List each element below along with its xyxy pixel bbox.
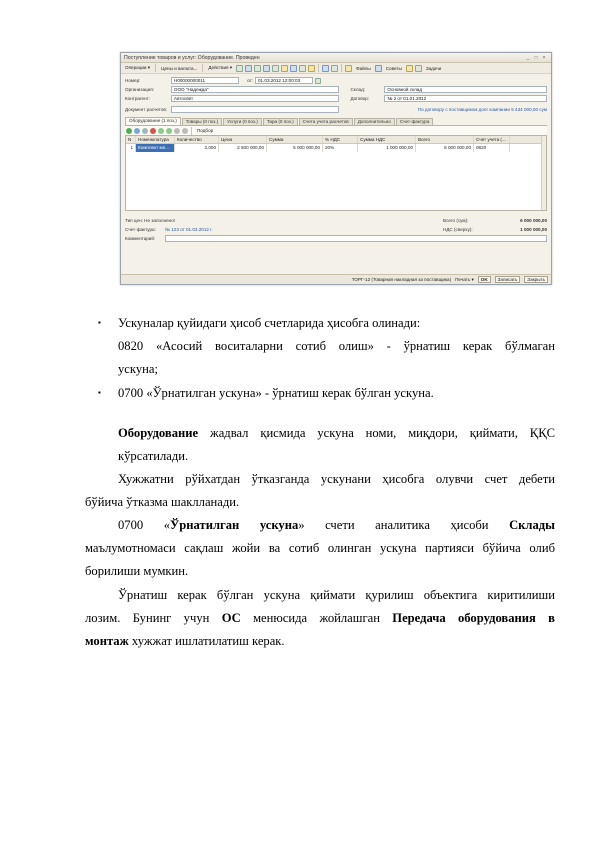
cell-n: 1	[126, 144, 136, 152]
email-icon[interactable]	[331, 65, 338, 72]
tab-equipment[interactable]: Оборудование (1 поз.)	[125, 117, 181, 125]
write-button[interactable]: Записать	[495, 276, 521, 283]
sort-asc-icon[interactable]	[174, 128, 180, 134]
text-span: менюсида жойлашган	[240, 611, 393, 625]
sort-desc-icon[interactable]	[182, 128, 188, 134]
structure-icon[interactable]	[263, 65, 270, 72]
calendar-icon[interactable]	[315, 78, 321, 84]
col-price[interactable]: Цена	[219, 136, 267, 143]
tab-containers[interactable]: Тара (0 поз.)	[263, 118, 298, 125]
contractor-row	[125, 94, 547, 103]
edit-row-icon[interactable]	[142, 128, 148, 134]
paragraph-analytics-line-2: маълумотномаси сақлаш жойи ва сотиб олинган ускуна партияси бўйича олиб	[85, 541, 555, 555]
invoice-link[interactable]: № 123 от 01.03.2012 г.	[165, 227, 213, 232]
paragraph-posting-line-2: бўйича ўтказма шаклланади.	[85, 495, 240, 509]
table-icon[interactable]	[299, 65, 306, 72]
organization-row	[125, 85, 547, 94]
cell-vat-sum[interactable]: 1 000 000,00	[358, 144, 416, 152]
col-account[interactable]: Счет учета (...	[474, 136, 510, 143]
total-value: 6 000 000,00	[520, 218, 547, 223]
tips-button[interactable]: Советы	[385, 65, 402, 71]
torg12-print-link[interactable]: ТОРГ-12 (Товарная накладная за поставщика)	[351, 277, 452, 282]
minimize-button[interactable]: _	[526, 54, 530, 61]
comment-field[interactable]	[165, 235, 547, 242]
toolbar-separator	[202, 64, 203, 72]
table-header	[126, 136, 546, 144]
cell-price[interactable]: 2 500 000,00	[219, 144, 267, 152]
total-label: Всего (сум):	[443, 218, 469, 223]
window-title: Поступление товаров и услуг: Оборудование. Проведен	[124, 54, 260, 61]
toolbar-separator	[191, 127, 192, 135]
debt-info-link[interactable]: По договору с поставщиком долг компании 5 434 000,00 сум	[417, 106, 547, 112]
price-type-label[interactable]: Тип цен: Не заполнено!	[125, 218, 176, 223]
contractor-field[interactable]: Автосвет	[171, 95, 339, 102]
bold-term: ОС	[221, 611, 241, 625]
tab-settlement-accounts[interactable]: Счета учета расчетов	[299, 118, 353, 125]
text-span: лозим. Бунинг учун	[85, 611, 222, 625]
bullet-2: 0700 «Ўрнатилган ускуна» - ўрнатиш керак бўлган ускуна.	[118, 386, 434, 400]
col-sum[interactable]: Сумма	[267, 136, 323, 143]
toolbar	[121, 63, 551, 74]
prices-currency-button[interactable]: Цены и валюта...	[161, 65, 198, 71]
settlement-doc-row	[125, 103, 547, 115]
post-icon[interactable]	[245, 65, 252, 72]
bullet-1-line-1: 0820 «Асосий воситаларни сотиб олиш» - ўрнатиш керак бўлмаган	[118, 339, 555, 353]
paragraph-installation-line-3	[85, 630, 555, 653]
tab-goods[interactable]: Товары (0 поз.)	[182, 118, 222, 125]
selection-button[interactable]: Подбор	[197, 128, 214, 133]
move-up-icon[interactable]	[158, 128, 164, 134]
warehouse-field[interactable]: Основной склад	[384, 86, 547, 93]
bullet-marker: ▪	[98, 318, 101, 327]
files-button[interactable]: Файлы	[356, 65, 371, 71]
paragraph-installation-line-1: Ўрнатиш керак бўлган ускуна қиймати қурилиш объектига киритилиши	[118, 588, 555, 602]
save-icon[interactable]	[236, 65, 243, 72]
paragraph-installation-line-2	[85, 607, 555, 630]
report-icon[interactable]	[290, 65, 297, 72]
number-row	[125, 76, 547, 85]
bold-term: Передача оборудования в	[392, 611, 555, 625]
vat-label: НДС (сверху):	[443, 227, 473, 232]
col-quantity[interactable]: Количество	[175, 136, 219, 143]
movements-icon[interactable]	[272, 65, 279, 72]
tab-bar	[125, 118, 547, 126]
text-span: хужжат ишлатилатиш керак.	[128, 634, 285, 648]
cell-sum[interactable]: 5 000 000,00	[267, 144, 323, 152]
toolbar-separator	[155, 64, 156, 72]
paragraph-posting-line-1: Хужжатни рўйхатдан ўтказганда ускунани ҳисобга олувчи счет дебети	[118, 472, 555, 486]
bold-term: Ўрнатилган ускуна	[170, 518, 299, 532]
help-icon[interactable]	[308, 65, 315, 72]
text-span: » счети аналитика ҳисоби	[298, 518, 510, 532]
smiley-icon[interactable]	[406, 65, 413, 72]
bold-term: Склады	[509, 518, 555, 532]
bottom-button-bar	[121, 274, 551, 284]
move-down-icon[interactable]	[166, 128, 172, 134]
number-label: Номер:	[125, 78, 141, 83]
cell-quantity[interactable]: 2,000	[175, 144, 219, 152]
invoice-label: Счет-фактура:	[125, 227, 156, 232]
col-vat-sum[interactable]: Сумма НДС	[358, 136, 416, 143]
paragraph-equipment-line-1	[85, 422, 555, 445]
paragraph-intro: Ускуналар қуйидаги ҳисоб счетларида ҳисобга олинади:	[118, 316, 421, 330]
dt-kt-icon[interactable]	[281, 65, 288, 72]
grid-toolbar	[125, 126, 547, 135]
bullet-1-line-2: ускуна;	[118, 362, 158, 376]
delete-row-icon[interactable]	[150, 128, 156, 134]
organization-label: Организация:	[125, 87, 154, 92]
date-label: от:	[247, 78, 253, 83]
text-span: 0700 «	[118, 518, 171, 532]
col-total[interactable]: Всего	[416, 136, 474, 143]
unpost-icon[interactable]	[254, 65, 261, 72]
col-vat-rate[interactable]: % НДС	[323, 136, 358, 143]
col-n[interactable]: N	[126, 136, 136, 143]
tasks-button[interactable]: Задачи	[425, 65, 442, 71]
settlement-doc-label: Документ расчетов:	[125, 106, 168, 112]
contract-label: Договор:	[350, 96, 370, 101]
add-row-icon[interactable]	[126, 128, 132, 134]
totals-line-2	[125, 225, 547, 234]
bullet-marker: ▪	[98, 388, 101, 397]
bold-term: Оборудование	[118, 426, 199, 440]
document-window-screenshot	[120, 52, 552, 285]
table-row[interactable]	[126, 144, 546, 152]
comment-row	[125, 234, 547, 243]
tips-icon[interactable]	[375, 65, 382, 72]
copy-row-icon[interactable]	[134, 128, 140, 134]
operations-menu[interactable]: Операции ▾	[125, 65, 151, 70]
ok-button[interactable]: OK	[478, 276, 491, 283]
contract-field[interactable]: № 2 от 01.01.2012	[384, 95, 547, 102]
close-button[interactable]: ×	[542, 54, 546, 61]
tab-additional[interactable]: Дополнительно	[354, 118, 395, 125]
print-menu-button[interactable]: Печать ▾	[455, 276, 474, 282]
paperclip-icon[interactable]	[345, 65, 352, 72]
toolbar-separator	[318, 64, 319, 72]
toolbar-separator	[341, 64, 342, 72]
window-titlebar	[121, 53, 551, 63]
totals-panel	[121, 213, 551, 243]
comment-label: Комментарий:	[125, 236, 156, 241]
text-span: жадвал қисмида ускуна номи, миқдори, қиймати, ҚҚС	[198, 426, 555, 440]
settlement-doc-field[interactable]	[171, 106, 339, 113]
document-header-form	[121, 74, 551, 213]
table-scrollbar[interactable]	[541, 136, 546, 210]
close-form-button[interactable]: Закрыть	[524, 276, 548, 283]
tab-services[interactable]: Услуги (0 поз.)	[223, 118, 262, 125]
contractor-label: Контрагент:	[125, 96, 151, 101]
equipment-table	[125, 135, 547, 211]
paragraph-analytics-line-3: борилиши мумкин.	[85, 564, 189, 578]
maximize-button[interactable]: □	[534, 54, 538, 61]
tab-invoice[interactable]: Счет-фактура	[396, 118, 434, 125]
vat-value: 1 000 000,00	[520, 227, 547, 232]
actions-menu[interactable]: Действия ▾	[208, 65, 233, 70]
cell-account[interactable]: 0820	[474, 144, 510, 152]
cell-nomenclature[interactable]: Комплект ме...	[136, 144, 175, 152]
totals-line-1	[125, 216, 547, 225]
number-field[interactable]: Н00000000011	[171, 77, 239, 84]
print-icon[interactable]	[322, 65, 329, 72]
cell-vat-rate[interactable]: 20%	[323, 144, 358, 152]
organization-field[interactable]: ООО "Надежда"	[171, 86, 339, 93]
date-field[interactable]: 01.03.2012 12:00:03	[255, 77, 313, 84]
bold-term: монтаж	[85, 634, 129, 648]
cell-total[interactable]: 6 000 000,00	[416, 144, 474, 152]
paragraph-analytics-line-1	[85, 514, 555, 537]
tasks-icon[interactable]	[415, 65, 422, 72]
warehouse-label: Склад:	[350, 87, 366, 92]
paragraph-equipment-line-2: кўрсатилади.	[118, 449, 189, 463]
col-nomenclature[interactable]: Номенклатура	[136, 136, 175, 143]
